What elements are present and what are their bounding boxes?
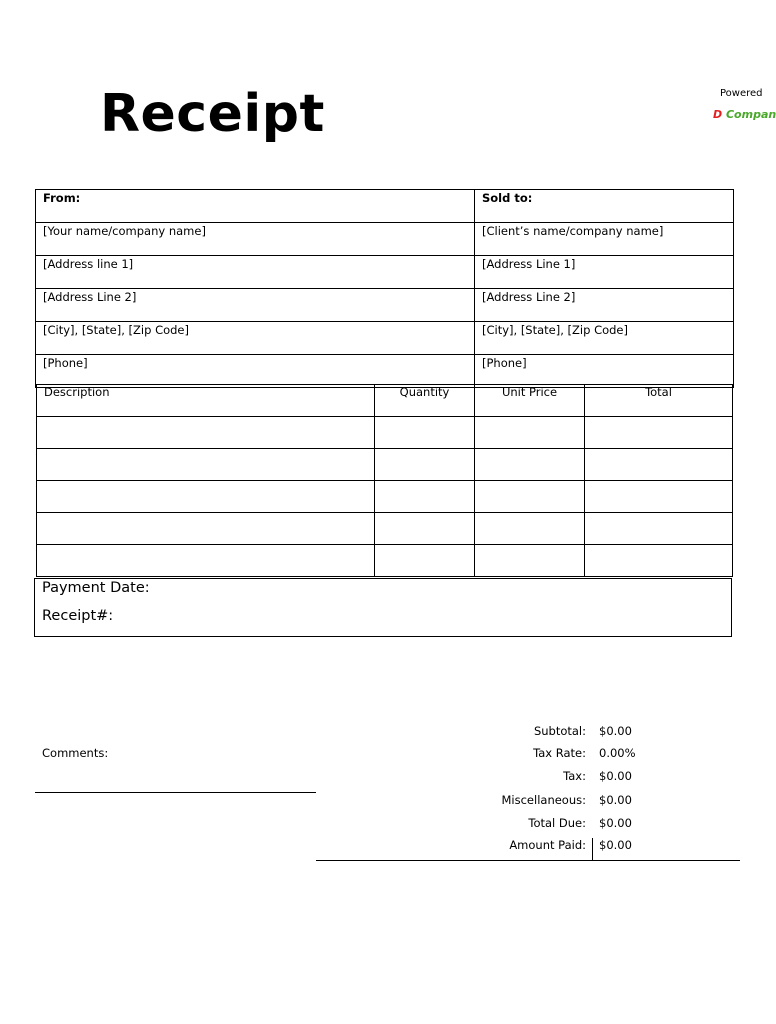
miscellaneous-label: Miscellaneous: [501,793,586,807]
brand-logo-d: D [713,108,723,121]
table-row [36,322,734,355]
miscellaneous-value[interactable]: $0.00 [599,793,632,807]
sold-to-label: Sold to: [475,190,734,223]
amount-paid-row [440,838,740,854]
item-unit-price-cell[interactable] [475,545,585,577]
item-total-cell[interactable] [585,545,733,577]
sold-to-address-line2-field[interactable]: [Address Line 2] [475,289,734,322]
column-header-description: Description [37,385,375,417]
item-total-cell[interactable] [585,417,733,449]
item-quantity-cell[interactable] [375,481,475,513]
item-unit-price-cell[interactable] [475,513,585,545]
sold-to-city-state-zip-field[interactable]: [City], [State], [Zip Code] [475,322,734,355]
table-row [36,256,734,289]
parties-table [35,189,734,388]
item-total-cell[interactable] [585,513,733,545]
item-description-cell[interactable] [37,481,375,513]
table-row [36,289,734,322]
total-due-label: Total Due: [528,816,586,830]
item-quantity-cell[interactable] [375,417,475,449]
item-description-cell[interactable] [37,513,375,545]
item-total-cell[interactable] [585,481,733,513]
item-total-cell[interactable] [585,449,733,481]
comments-input-line[interactable] [35,792,316,793]
from-address-line1-field[interactable]: [Address line 1] [36,256,475,289]
tax-rate-value[interactable]: 0.00% [599,746,636,760]
subtotal-row [440,724,740,740]
item-quantity-cell[interactable] [375,449,475,481]
table-row [37,513,733,545]
total-due-row [440,816,740,832]
column-header-unit-price: Unit Price [475,385,585,417]
from-phone-field[interactable]: [Phone] [36,355,475,388]
from-address-line2-field[interactable]: [Address Line 2] [36,289,475,322]
from-city-state-zip-field[interactable]: [City], [State], [Zip Code] [36,322,475,355]
table-row [36,190,734,223]
item-unit-price-cell[interactable] [475,449,585,481]
tax-rate-row [440,746,740,762]
payment-date-label[interactable]: Payment Date: [42,580,150,596]
item-description-cell[interactable] [37,417,375,449]
table-row [36,355,734,388]
miscellaneous-row [440,793,740,809]
item-description-cell[interactable] [37,545,375,577]
items-table [36,384,733,577]
subtotal-value: $0.00 [599,724,632,738]
table-row [37,417,733,449]
totals-underline [316,860,740,861]
amount-paid-label: Amount Paid: [509,838,586,852]
table-row [37,545,733,577]
comments-label: Comments: [42,746,109,760]
tax-label: Tax: [563,769,586,783]
tax-value: $0.00 [599,769,632,783]
item-quantity-cell[interactable] [375,545,475,577]
from-name-field[interactable]: [Your name/company name] [36,223,475,256]
subtotal-label: Subtotal: [533,724,586,738]
sold-to-phone-field[interactable]: [Phone] [475,355,734,388]
table-row [37,449,733,481]
tax-row [440,769,740,785]
payment-box [34,578,732,637]
item-quantity-cell[interactable] [375,513,475,545]
column-header-quantity: Quantity [375,385,475,417]
brand-logo [713,108,776,121]
from-label: From: [36,190,475,223]
items-header-row [37,385,733,417]
total-due-value: $0.00 [599,816,632,830]
item-unit-price-cell[interactable] [475,481,585,513]
tax-rate-label: Tax Rate: [533,746,586,760]
table-row [36,223,734,256]
brand-logo-company: Compan [725,108,776,121]
table-row [37,481,733,513]
sold-to-address-line1-field[interactable]: [Address Line 1] [475,256,734,289]
item-unit-price-cell[interactable] [475,417,585,449]
item-description-cell[interactable] [37,449,375,481]
page-title: Receipt [100,84,325,144]
amount-paid-value[interactable]: $0.00 [599,838,632,852]
powered-by-text: Powered [720,88,763,99]
column-header-total: Total [585,385,733,417]
sold-to-name-field[interactable]: [Client’s name/company name] [475,223,734,256]
amount-paid-divider [592,838,593,861]
receipt-number-label[interactable]: Receipt#: [42,608,114,624]
